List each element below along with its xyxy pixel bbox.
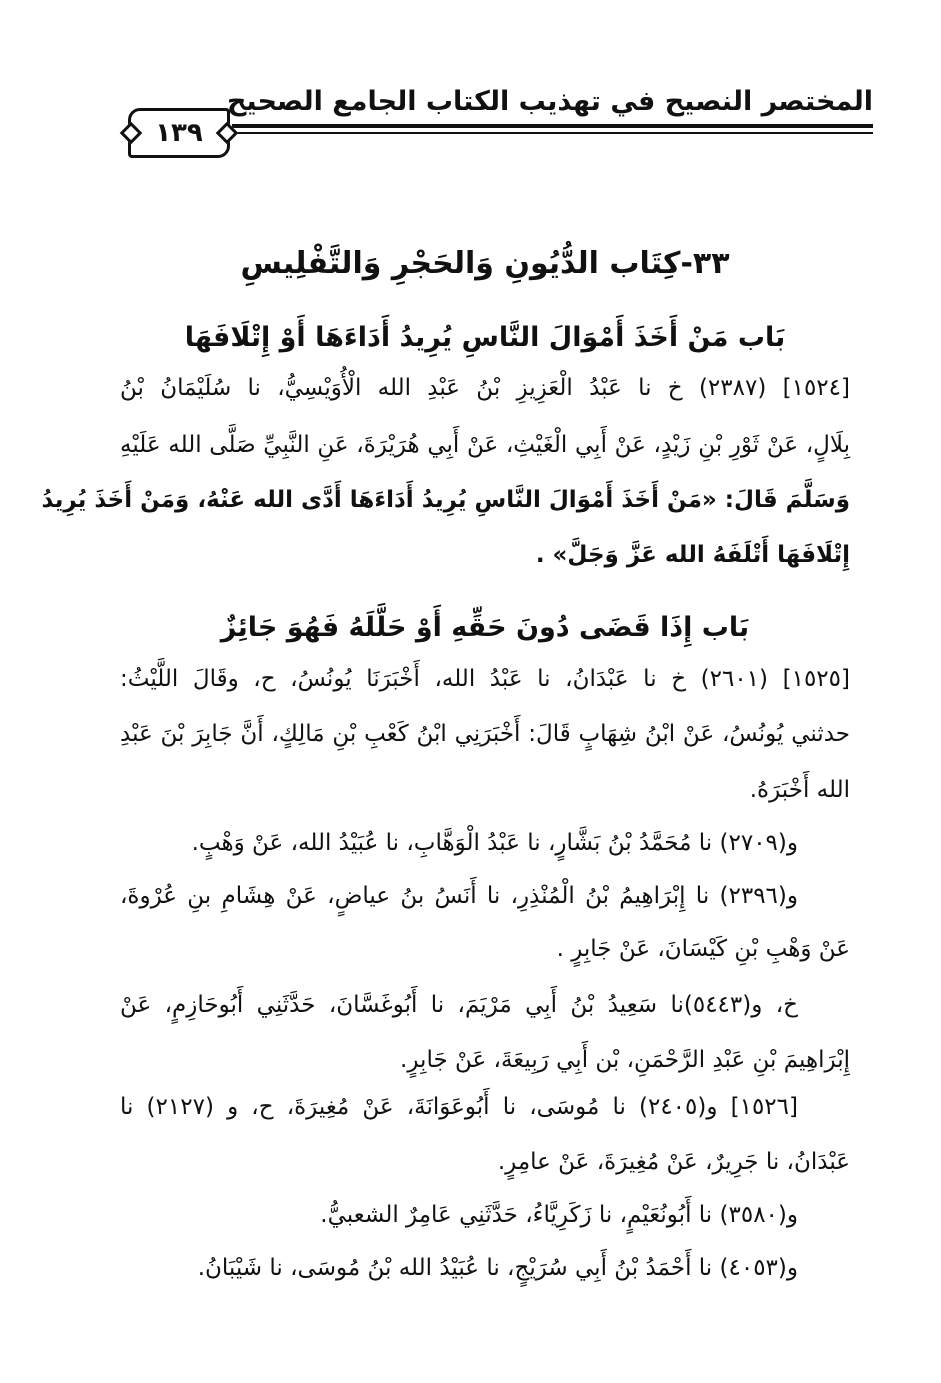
text-line: إِتْلَافَهَا أَتْلَفَهُ الله عَزَّ وَجَلَّ» . [535,542,850,568]
text-line: [١٥٢٦] و(٢٤٠٥) نا مُوسَى، نا أَبُوعَوَانَةَ، عَنْ مُغِيرَةَ، ح، و (٢١٢٧) نا [120,1094,798,1120]
text-line: حدثني يُونُسُ، عَنْ ابْنُ شِهَابٍ قَالَ: أَخْبَرَنِي ابْنُ كَعْبِ بْنِ مَالِكٍ، أَنَّ جَابِرَ بْنَ عَبْدِ [120,721,850,747]
header-rule-thin [232,132,873,134]
text-line: [١٥٢٤] (٢٣٨٧) خ نا عَبْدُ الْعَزِيزِ بْنُ عَبْدِ الله الْأُوَيْسِيُّ، نا سُلَيْمَانُ بْنُ [120,375,850,401]
text-line: وَسَلَّمَ قَالَ: «مَنْ أَخَذَ أَمْوَالَ النَّاسِ يُرِيدُ أَدَاءَهَا أَدَّى الله عَنْهُ، وَمَنْ أَخَذَ يُرِيدُ [41,487,850,513]
text-line: الله أَخْبَرَهُ. [749,777,850,803]
text-line: و(٤٠٥٣) نا أَحْمَدُ بْنُ أَبِي سُرَيْجٍ، نا عُبَيْدُ الله بْنُ مُوسَى، نا شَيْبَانُ. [197,1255,798,1281]
text-line: عَبْدَانُ، نا جَرِيرٌ، عَنْ مُغِيرَةَ، عَنْ عامِرٍ. [497,1149,850,1175]
bab-title: بَاب مَنْ أَخَذَ أَمْوَالَ النَّاسِ يُرِيدُ أَدَاءَهَا أَوْ إِتْلَافَهَا [184,322,786,353]
text-line: و(٢٧٠٩) نا مُحَمَّدُ بْنُ بَشَّارٍ، نا عَبْدُ الْوَهَّابِ، نا عُبَيْدُ الله، عَنْ وَهْبٍ. [191,830,798,856]
text-line: خ، و(٥٤٤٣)نا سَعِيدُ بْنُ أَبِي مَرْيَمَ، نا أَبُوغَسَّانَ، حَدَّثَنِي أَبُوحَازِمٍ، عَنْ [120,992,798,1018]
text-line: عَنْ وَهْبِ بْنِ كَيْسَانَ، عَنْ جَابِرٍ . [556,936,850,962]
page-header [0,0,941,170]
bab-title: بَاب إِذَا قَضَى دُونَ حَقِّهِ أَوْ حَلَّلَهُ فَهُوَ جَائِزٌ [220,612,750,643]
page-number-frame [128,108,230,158]
page-number: ١٣٩ [155,118,203,148]
header-rule [232,124,873,128]
text-line: إِبْرَاهِيمَ بْنِ عَبْدِ الرَّحْمَنِ، بْن أَبِي رَبِيعَةَ، عَنْ جَابِرٍ. [400,1047,850,1073]
book-title: المختصر النصيح في تهذيب الكتاب الجامع الصحيح [226,86,873,117]
kitab-title: ٣٣-كِتَاب الدُّيُونِ وَالحَجْرِ وَالتَّفْلِيسِ [240,246,730,281]
text-line: بِلَالٍ، عَنْ ثَوْرِ بْنِ زَيْدٍ، عَنْ أَبِي الْغَيْثِ، عَنْ أَبِي هُرَيْرَةَ، عَنِ النَّبِيِّ صَلَّى الله عَلَيْهِ [120,432,850,458]
text-line: و(٣٥٨٠) نا أَبُونُعَيْمٍ، نا زَكَرِيَّاءُ، حَدَّثَنِي عَامِرٌ الشعبيُّ. [320,1202,798,1228]
text-line: و(٢٣٩٦) نا إِبْرَاهِيمُ بْنُ الْمُنْذِرِ، نا أَنَسُ بنُ عياضٍ، عَنْ هِشَامِ بنِ عُرْوةَ، [120,883,798,909]
text-line: [١٥٢٥] (٢٦٠١) خ نا عَبْدَانُ، نا عَبْدُ الله، أَخْبَرَنَا يُونُسُ، ح، وقَالَ اللَّيْثُ: [120,666,850,692]
